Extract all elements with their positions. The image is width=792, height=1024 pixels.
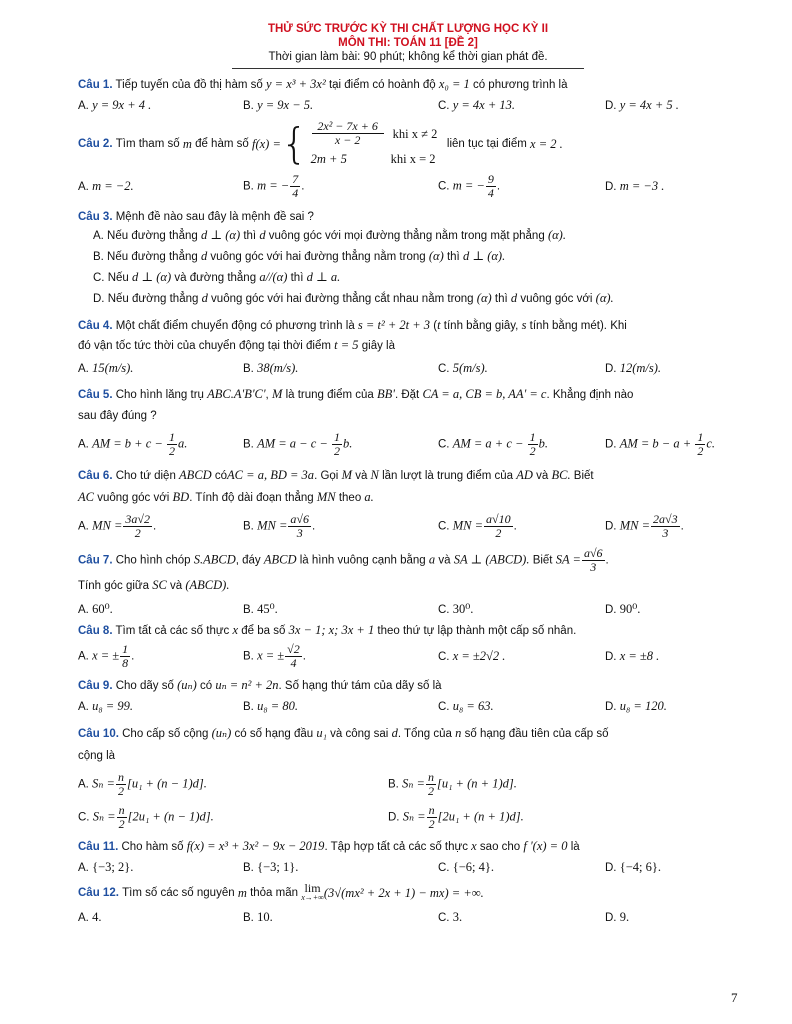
question-1	[78, 76, 738, 93]
question-label: Câu 11.	[78, 841, 119, 853]
options-10-row1	[78, 771, 738, 798]
option-d[interactable]: D. 12(m/s).	[605, 361, 662, 375]
question-10: Câu 10. Cho cấp số cộng (uₙ) có số hạng đầu u₁ và công sai d. Tổng của n số hạng đầu tiên của cấp số cộng là	[78, 726, 609, 762]
question-label: Câu 12.	[78, 887, 119, 899]
header-divider	[232, 68, 584, 69]
option-d[interactable]: D. AM = b − a + $\frac{1}{2}$ c.	[605, 430, 715, 458]
page-number: 7	[731, 990, 738, 1005]
question-11: Câu 11. Cho hàm số f(x) = x³ + 3x² − 9x − 2019. Tập hợp tất cả các số thực x sao cho f '(x) = 0 là	[78, 839, 580, 853]
option-a[interactable]: A. MN = $\frac{3a√2}{2}$ .	[78, 512, 157, 540]
question-label: Câu 9.	[78, 680, 113, 692]
option-d[interactable]: D. m = −3 .	[605, 179, 665, 193]
options-10-row2	[78, 804, 738, 831]
limit-symbol: lim x→+∞	[301, 881, 324, 902]
question-label: Câu 4.	[78, 320, 113, 332]
option-a[interactable]: A. 15(m/s).	[78, 361, 134, 375]
option-a[interactable]: A. 60⁰.	[78, 602, 113, 616]
question-label: Câu 1.	[78, 79, 113, 91]
math: y = x³ + 3x²	[265, 77, 326, 91]
question-2	[78, 120, 738, 167]
option-a[interactable]: A. y = 9x + 4 .	[78, 98, 152, 112]
option-d[interactable]: D. Nếu đường thẳng d vuông góc với hai đường thẳng cắt nhau nằm trong (α) thì d vuông góc với (α).	[93, 291, 614, 305]
option-c[interactable]: C. m = − $\frac{9}{4}$ .	[438, 172, 501, 200]
exam-header	[78, 22, 738, 69]
option-a[interactable]: A. Nếu đường thẳng d ⊥ (α) thì d vuông góc với mọi đường thẳng nằm trong mặt phẳng (α).	[93, 228, 566, 242]
options-3	[78, 225, 738, 309]
option-a[interactable]: A. 4.	[78, 910, 102, 924]
option-c[interactable]: C. y = 4x + 13.	[438, 98, 516, 112]
exam-time: Thời gian làm bài: 90 phút; không kể thời gian phát đề.	[268, 51, 548, 63]
option-a[interactable]: A. Sₙ = $\frac{n}{2}$ [u₁ + (n − 1)d].	[78, 770, 207, 798]
question-text: Tìm tham số	[115, 137, 180, 150]
option-d[interactable]: D. Sₙ = $\frac{n}{2}$ [2u₁ + (n + 1)d].	[388, 803, 524, 831]
option-d[interactable]: D. x = ±8 .	[605, 649, 660, 663]
option-c[interactable]: C. Nếu d ⊥ (α) và đường thẳng a//(α) thì d ⊥ a.	[93, 270, 341, 284]
options-8	[78, 643, 738, 670]
options-11	[78, 859, 738, 876]
math: x₀ = 1	[438, 77, 470, 91]
option-b[interactable]: B. u₈ = 80.	[243, 699, 298, 713]
option-b[interactable]: B. m = − $\frac{7}{4}$ .	[243, 172, 305, 200]
option-c[interactable]: C. u₈ = 63.	[438, 699, 494, 713]
question-label: Câu 3.	[78, 211, 113, 223]
math: f(x) =	[251, 136, 281, 151]
option-d[interactable]: D. {−4; 6}.	[605, 860, 661, 874]
options-2	[78, 173, 738, 200]
question-6: Câu 6. Cho tứ diện ABCD cóAC = a, BD = 3a. Gọi M và N lần lượt là trung điểm của AD và BC. Biết AC vuông góc với BD. Tính độ dài đoạn thẳng MN theo a.	[78, 468, 594, 504]
option-c[interactable]: C. 30⁰.	[438, 602, 474, 616]
option-b[interactable]: B. y = 9x − 5.	[243, 98, 314, 112]
question-text: Mệnh đề nào sau đây là mệnh đề sai ?	[115, 211, 314, 223]
option-b[interactable]: B. 45⁰.	[243, 602, 278, 616]
question-text: để hàm số	[195, 137, 249, 150]
option-b[interactable]: B. Sₙ = $\frac{n}{2}$ [u₁ + (n + 1)d].	[388, 770, 517, 798]
option-a[interactable]: A. AM = b + c − $\frac{1}{2}$ a.	[78, 430, 188, 458]
question-12: Câu 12. Tìm số các số nguyên m thỏa mãn lim x→+∞ (3√(mx² + 2x + 1) − mx) = +∞.	[78, 881, 484, 902]
option-b[interactable]: B. {−3; 1}.	[243, 860, 299, 874]
question-5: Câu 5. Cho hình lăng trụ ABC.A'B'C', M là trung điểm của BB'. Đặt CA = a, CB = b, AA' = c. Khẳng định nào sau đây đúng ?	[78, 387, 634, 422]
question-8: Câu 8. Tìm tất cả các số thực x để ba số 3x − 1; x; 3x + 1 theo thứ tự lập thành một cấp số nhân.	[78, 623, 577, 637]
option-c[interactable]: C. 3.	[438, 910, 463, 924]
exam-page	[78, 22, 738, 926]
options-4	[78, 360, 738, 377]
option-c[interactable]: C. MN = $\frac{a√10}{2}$ .	[438, 512, 517, 540]
exam-title: THỬ SỨC TRƯỚC KỲ THI CHẤT LƯỢNG HỌC KỲ II	[267, 23, 549, 35]
question-text: tại điểm có hoành độ	[328, 79, 436, 91]
options-9	[78, 698, 738, 715]
option-b[interactable]: B. x = ± $\frac{√2}{4}$ .	[243, 642, 306, 670]
options-1	[78, 97, 738, 114]
question-label: Câu 8.	[78, 625, 113, 637]
option-a[interactable]: A. m = −2.	[78, 179, 134, 193]
option-d[interactable]: D. 90⁰.	[605, 602, 641, 616]
options-7	[78, 601, 738, 618]
option-d[interactable]: D. 9.	[605, 910, 630, 924]
exam-subject: MÔN THI: TOÁN 11 [ĐỀ 2]	[338, 37, 478, 49]
options-12	[78, 909, 738, 926]
option-d[interactable]: D. MN = $\frac{2a√3}{3}$ .	[605, 512, 684, 540]
option-a[interactable]: A. x = ± $\frac{1}{8}$ .	[78, 642, 135, 670]
question-label: Câu 2.	[78, 137, 113, 150]
question-text: có phương trình là	[472, 79, 568, 91]
question-text: Tiếp tuyến của đồ thị hàm số	[115, 79, 263, 91]
options-6	[78, 513, 738, 540]
option-c[interactable]: C. Sₙ = $\frac{n}{2}$ [2u₁ + (n − 1)d].	[78, 803, 214, 831]
option-a[interactable]: A. u₈ = 99.	[78, 699, 133, 713]
option-d[interactable]: D. u₈ = 120.	[605, 699, 667, 713]
math: x = 2 .	[530, 136, 563, 151]
question-label: Câu 6.	[78, 470, 113, 482]
option-b[interactable]: B. MN = $\frac{a√6}{3}$ .	[243, 512, 316, 540]
options-5	[78, 431, 738, 458]
option-c[interactable]: C. {−6; 4}.	[438, 860, 494, 874]
question-9: Câu 9. Cho dãy số (uₙ) có uₙ = n² + 2n. Số hạng thứ tám của dãy số là	[78, 678, 442, 692]
question-label: Câu 10.	[78, 728, 119, 740]
option-b[interactable]: B. AM = a − c − $\frac{1}{2}$ b.	[243, 430, 353, 458]
option-b[interactable]: B. 10.	[243, 910, 273, 924]
option-d[interactable]: D. y = 4x + 5 .	[605, 98, 679, 112]
option-c[interactable]: C. 5(m/s).	[438, 361, 488, 375]
question-3	[78, 209, 738, 225]
option-b[interactable]: B. Nếu đường thẳng d vuông góc với hai đường thẳng nằm trong (α) thì d ⊥ (α).	[93, 249, 506, 263]
piecewise-function: { $\frac{\text{2x² − 7x + 6}}{x - 2}$ khi x ≠ 2 2m + 5 khi x = 2	[280, 118, 438, 168]
option-a[interactable]: A. {−3; 2}.	[78, 860, 134, 874]
question-label: Câu 7.	[78, 554, 113, 567]
question-text: liên tục tại điểm	[446, 137, 527, 150]
option-c[interactable]: C. x = ±2√2 .	[438, 649, 506, 663]
question-4: Câu 4. Một chất điểm chuyển động có phương trình là s = t² + 2t + 3 (t tính bằng giây, s tính bằng mét). Khi đó vận tốc tức thời của chuyển động tại thời điểm t = 5 giây là	[78, 318, 627, 352]
option-b[interactable]: B. 38(m/s).	[243, 361, 299, 375]
math: m	[182, 136, 192, 151]
question-7: Câu 7. Cho hình chóp S.ABCD, đáy ABCD là hình vuông cạnh bằng a và SA ⊥ (ABCD). Biết SA = $\frac{a√6}{3}$ . Tính góc giữa SC và (ABCD).	[78, 546, 609, 592]
option-c[interactable]: C. AM = a + c − $\frac{1}{2}$ b.	[438, 430, 548, 458]
question-label: Câu 5.	[78, 389, 113, 401]
